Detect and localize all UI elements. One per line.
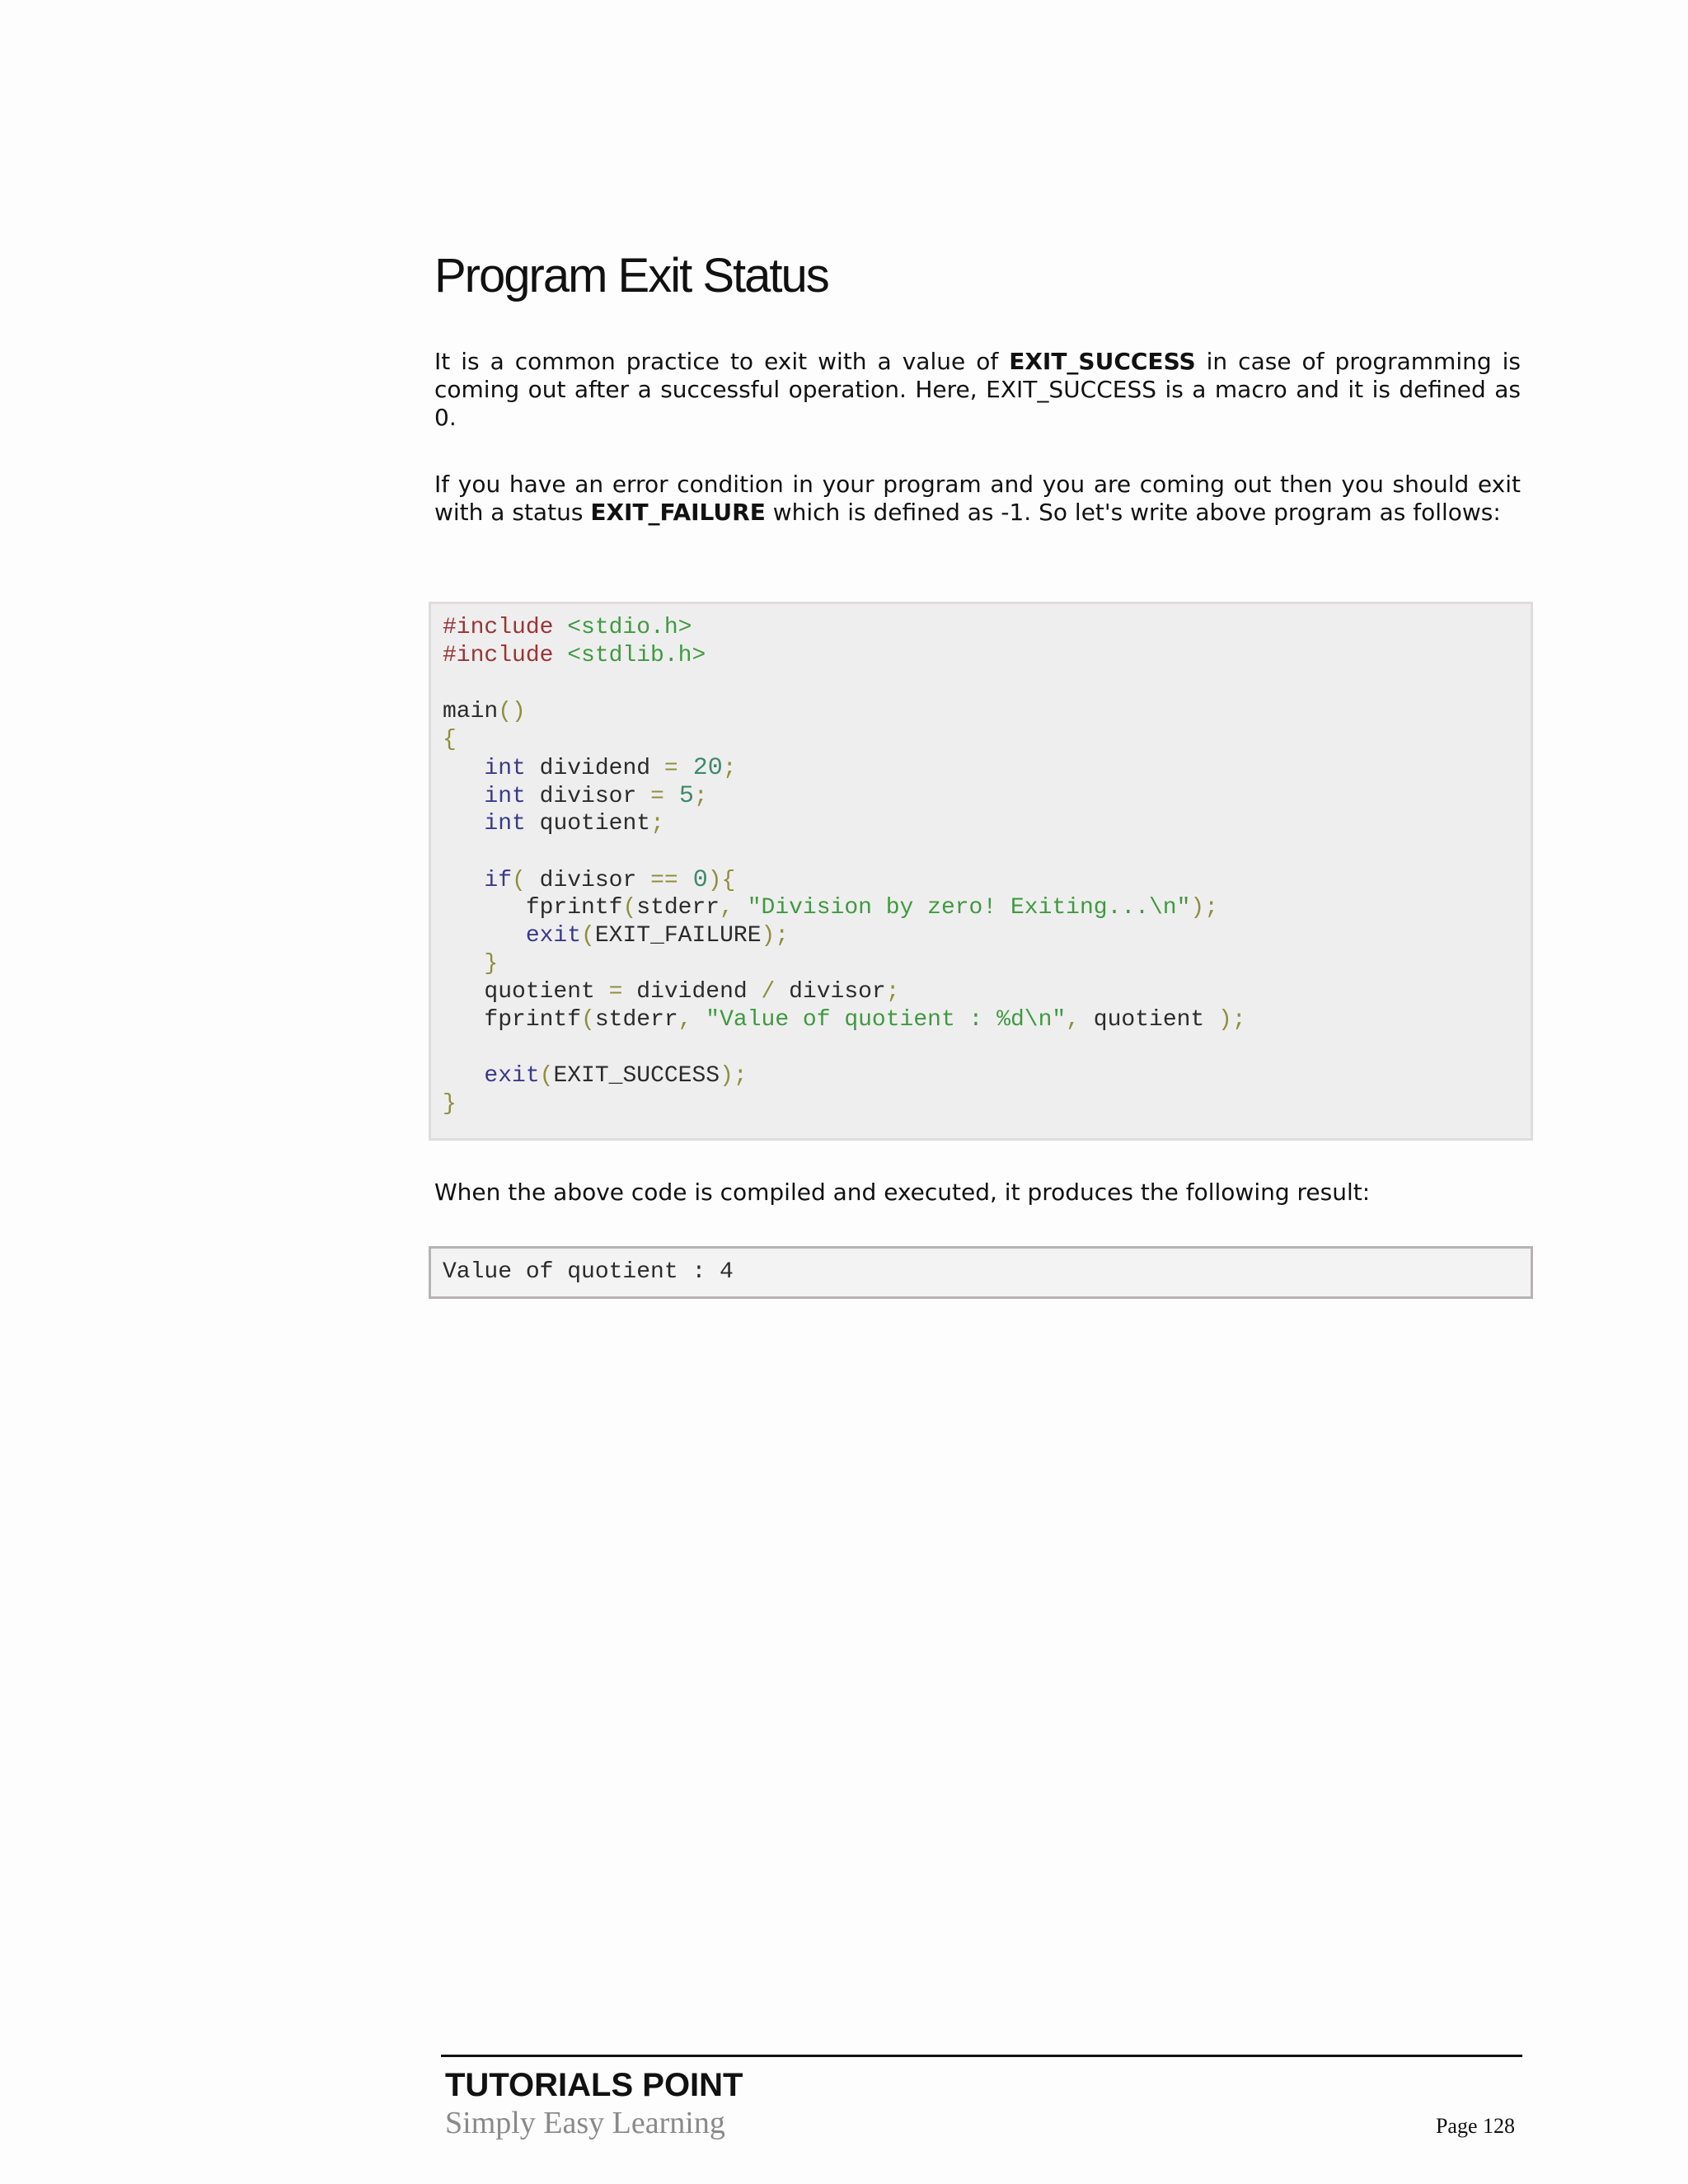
code-token: ){: [707, 868, 736, 893]
paragraph-text: It is a common practice to exit with a value of: [434, 347, 1010, 375]
code-token: ;: [885, 979, 900, 1005]
page-title: Program Exit Status: [434, 249, 828, 302]
exit-failure-term: EXIT_FAILURE: [590, 498, 766, 526]
page-content: [434, 247, 1521, 565]
code-line: [443, 978, 1531, 1006]
code-token: quotient: [1080, 1007, 1219, 1033]
code-token: quotient: [484, 979, 609, 1005]
footer-brand: TUTORIALS POINT: [445, 2067, 743, 2103]
paragraph-text: If you have an error condition in your program and you are coming out then you should exit with a status: [434, 470, 1521, 526]
result-intro: When the above code is compiled and executed, it produces the following result:: [434, 1179, 1371, 1206]
paragraph-text: in case of programming is coming out after a successful operation. Here, EXIT_SUCCESS is a macro and it is defined as 0.: [434, 347, 1522, 431]
footer-divider: [441, 2055, 1522, 2057]
code-token: main: [443, 699, 499, 724]
paragraph-text: which is defined as -1. So let's write above program as follows:: [765, 498, 1501, 526]
code-token: );: [1218, 1007, 1246, 1033]
code-token: "Value of quotient : %d\n": [692, 1007, 1067, 1033]
code-token: (: [581, 1007, 595, 1033]
code-token: =: [608, 979, 623, 1005]
code-token: (: [622, 895, 637, 921]
code-token: ;: [693, 784, 708, 809]
code-line: [443, 614, 1531, 642]
code-token: exit: [525, 923, 582, 949]
code-token: EXIT_SUCCESS: [553, 1063, 720, 1089]
code-line: [443, 922, 1531, 950]
paragraph-exit-success: [434, 348, 1521, 432]
code-token: );: [761, 923, 790, 949]
code-token: divisor: [525, 784, 651, 809]
code-token: /: [761, 979, 776, 1005]
code-token: if: [484, 868, 513, 893]
code-token: int: [484, 811, 526, 837]
code-token: exit: [484, 1063, 540, 1089]
code-token: fprintf: [525, 895, 623, 921]
code-token: 0: [678, 866, 708, 894]
code-line: [443, 894, 1531, 922]
code-line: [443, 754, 1531, 782]
code-line: [443, 866, 1531, 894]
code-token: divisor: [775, 979, 886, 1005]
code-token: 5: [663, 782, 694, 810]
code-token: fprintf: [484, 1007, 582, 1033]
code-token: (: [539, 1063, 554, 1089]
output-text: Value of quotient : 4: [443, 1259, 734, 1285]
code-line: [443, 698, 1531, 726]
code-line: [443, 1090, 1531, 1118]
code-token: <stdio.h>: [553, 615, 692, 640]
code-line: [443, 1006, 1531, 1034]
code-token: dividend: [622, 979, 762, 1005]
code-line-blank: [443, 1034, 1531, 1062]
code-token: #include: [443, 643, 554, 668]
code-token: ,: [1066, 1007, 1080, 1033]
code-token: int: [484, 784, 526, 809]
code-token: (: [581, 923, 595, 949]
code-token: (): [498, 699, 526, 724]
code-line: [443, 810, 1531, 838]
code-token: ,: [720, 895, 734, 921]
code-line: [443, 1062, 1531, 1090]
code-token: );: [720, 1063, 748, 1089]
code-token: {: [443, 727, 457, 752]
code-token: stderr: [594, 1007, 678, 1033]
code-token: (: [512, 868, 526, 893]
code-token: dividend: [525, 756, 664, 781]
code-token: EXIT_FAILURE: [594, 923, 762, 949]
code-token: }: [443, 1091, 457, 1117]
code-line: [443, 726, 1531, 754]
code-token: stderr: [636, 895, 720, 921]
code-token: quotient: [525, 811, 651, 837]
code-token: ;: [650, 811, 664, 837]
code-token: "Division by zero! Exiting...\n": [733, 895, 1191, 921]
code-token: int: [484, 756, 526, 781]
code-token: ==: [650, 868, 678, 893]
code-token: ,: [678, 1007, 692, 1033]
code-token: divisor: [525, 868, 651, 893]
code-token: =: [663, 756, 678, 781]
code-token: );: [1190, 895, 1219, 921]
code-token: #include: [443, 615, 554, 640]
code-block: [429, 602, 1533, 1141]
code-token: 20: [678, 754, 723, 782]
code-token: =: [650, 784, 664, 809]
code-line: [443, 950, 1531, 978]
code-token: }: [484, 951, 499, 977]
footer-tagline: Simply Easy Learning: [445, 2106, 725, 2140]
code-line: [443, 782, 1531, 810]
page-number: Page 128: [1435, 2114, 1515, 2138]
output-block: [429, 1246, 1533, 1299]
exit-success-term: EXIT_SUCCESS: [1009, 347, 1196, 375]
code-token: <stdlib.h>: [553, 643, 706, 668]
code-line-blank: [443, 838, 1531, 866]
code-token: ;: [722, 756, 737, 781]
code-line-blank: [443, 670, 1531, 698]
code-line: [443, 642, 1531, 670]
paragraph-exit-failure: [434, 471, 1521, 527]
